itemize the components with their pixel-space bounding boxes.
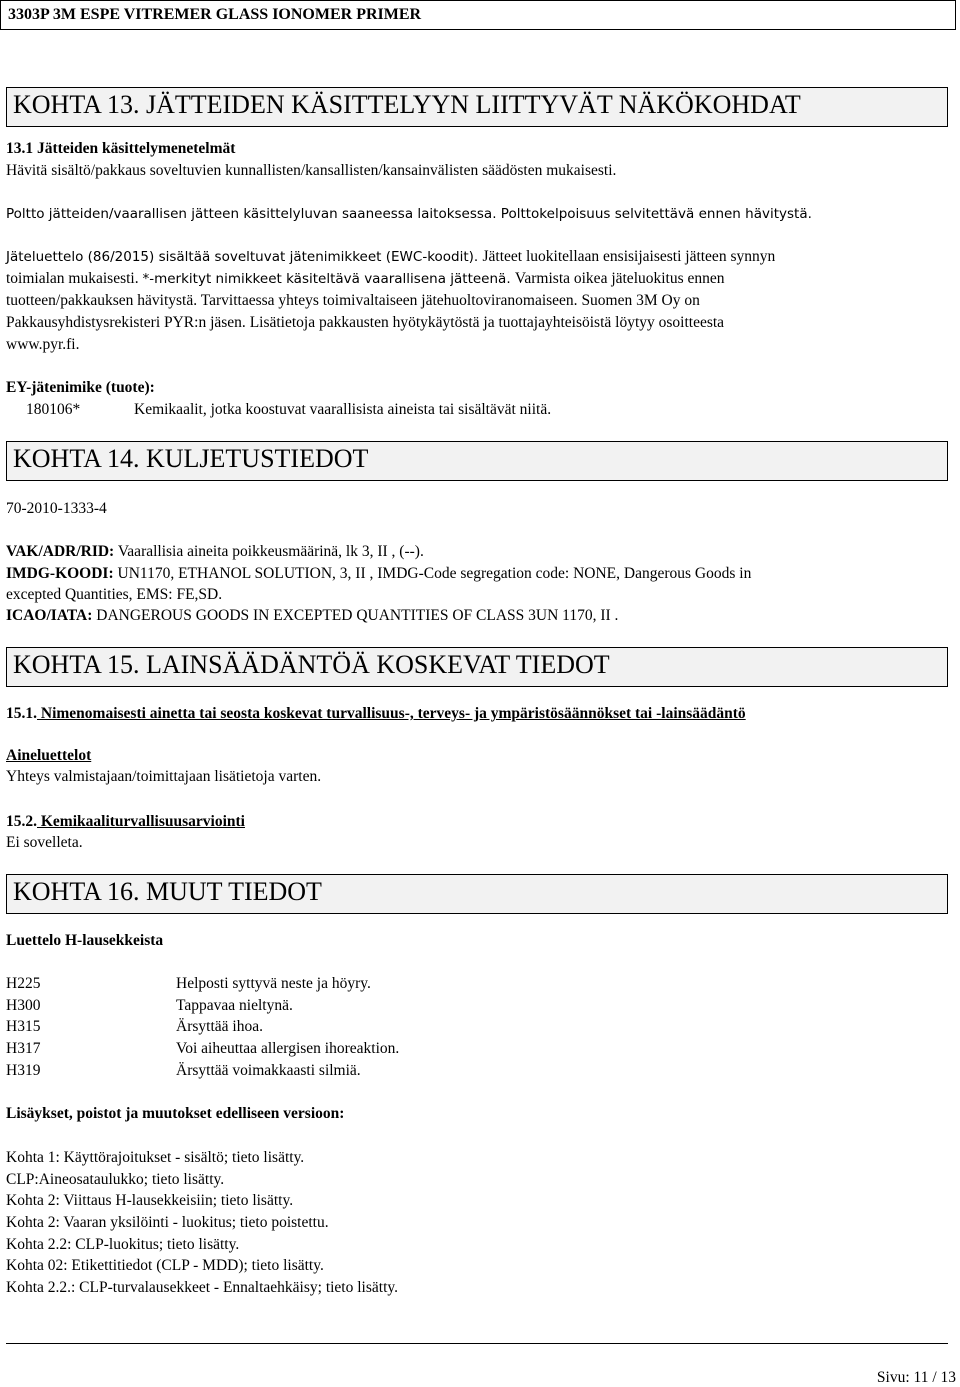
waste-list-text: Lisätietoja pakkausten hyötykäytöstä ja tuottajayhteisöistä löytyy osoitteesta <box>249 314 725 331</box>
change-item: Kohta 2.2.: CLP-turvalausekkeet - Ennaltaehkäisy; tieto lisätty. <box>6 1279 398 1296</box>
waste-list-text: toimialan mukaisesti. <box>6 270 143 287</box>
icao-iata-line <box>6 607 618 625</box>
waste-list-text: Tarvittaessa yhteys toimivaltaiseen jätehuoltoviranomaiseen. <box>200 292 582 309</box>
waste-list-text: Suomen 3M Oy on <box>581 292 700 309</box>
h-text: Tappavaa nieltynä. <box>176 997 293 1014</box>
icao-text: DANGEROUS GOODS IN EXCEPTED QUANTITIES OF CLASS 3UN 1170, II . <box>92 607 619 624</box>
h-code: H315 <box>6 1018 41 1035</box>
vak-text: Vaarallisia aineita poikkeusmäärinä, lk 3, II , (--). <box>114 543 424 560</box>
inventory-text: Yhteys valmistajaan/toimittajaan lisätietoja varten. <box>6 768 322 785</box>
change-item: Kohta 2.2: CLP-luokitus; tieto lisätty. <box>6 1236 240 1253</box>
imdg-label: IMDG-KOODI: <box>6 565 114 582</box>
subsection-15-2-text: Kemikaaliturvallisuusarviointi <box>37 813 245 830</box>
imdg-text: UN1170, ETHANOL SOLUTION, 3, II , IMDG-Code segregation code: NONE, Dangerous Goods in <box>113 565 752 582</box>
h-code: H319 <box>6 1062 41 1079</box>
ewc-code: 180106* <box>26 401 81 418</box>
waste-list-line-1 <box>6 248 775 266</box>
change-item: CLP:Aineosataulukko; tieto lisätty. <box>6 1171 225 1188</box>
subsection-15-1-heading <box>6 705 746 723</box>
h-code: H317 <box>6 1040 41 1057</box>
waste-list-line-2 <box>6 270 725 288</box>
vak-label: VAK/ADR/RID: <box>6 543 115 560</box>
h-text: Voi aiheuttaa allergisen ihoreaktion. <box>176 1040 400 1057</box>
imdg-line-2: excepted Quantities, EMS: FE,SD. <box>6 586 223 603</box>
h-statements-heading: Luettelo H-lausekkeista <box>6 932 164 949</box>
inventory-heading: Aineluettelot <box>6 747 92 764</box>
ewc-description: Kemikaalit, jotka koostuvat vaarallisista aineista tai sisältävät niitä. <box>134 401 552 418</box>
section-15-box <box>6 647 948 687</box>
section-14-box <box>6 441 948 481</box>
change-item: Kohta 2: Vaaran yksilöinti - luokitus; tieto poistettu. <box>6 1214 329 1231</box>
subsection-15-1-text: Nimenomaisesti ainetta tai seosta koskevat turvallisuus-, terveys- ja ympäristösäännökset tai -lainsäädäntö <box>37 705 746 722</box>
section-14-title: KOHTA 14. KULJETUSTIEDOT <box>13 444 369 473</box>
disposal-text-2: Poltto jätteiden/vaarallisen jätteen käsittelyluvan saaneessa laitoksessa. Polttokelpoisuus selvitettävä ennen hävitystä. <box>6 206 812 222</box>
footer-divider <box>6 1343 948 1344</box>
changes-heading: Lisäykset, poistot ja muutokset edelliseen versioon: <box>6 1105 345 1122</box>
ewc-heading: EY-jätenimike (tuote): <box>6 379 155 396</box>
icao-label: ICAO/IATA: <box>6 607 93 624</box>
h-code: H300 <box>6 997 41 1014</box>
section-15-title: KOHTA 15. LAINSÄÄDÄNTÖÄ KOSKEVAT TIEDOT <box>13 650 610 679</box>
section-13-title: KOHTA 13. JÄTTEIDEN KÄSITTELYYN LIITTYVÄT NÄKÖKOHDAT <box>13 90 801 119</box>
subsection-15-1-number: 15.1. <box>6 705 37 722</box>
waste-list-text: Jäteluettelo (86/2015) sisältää soveltuvat jätenimikkeet (EWC-koodit). <box>6 249 483 265</box>
waste-list-line-5: www.pyr.fi. <box>6 336 80 353</box>
section-13-box <box>6 87 948 127</box>
waste-list-text: Jätteet luokitellaan ensisijaisesti jätteen synnyn <box>482 248 776 265</box>
h-text: Ärsyttää voimakkaasti silmiä. <box>176 1062 361 1079</box>
waste-list-line-3 <box>6 292 700 310</box>
document-id: 70-2010-1333-4 <box>6 500 107 517</box>
document-header <box>0 0 956 30</box>
h-code: H225 <box>6 975 41 992</box>
subsection-15-2-heading <box>6 813 245 831</box>
waste-list-line-4 <box>6 314 724 332</box>
section-16-title: KOHTA 16. MUUT TIEDOT <box>13 877 322 906</box>
waste-list-text: *-merkityt nimikkeet käsiteltävä vaarallisena jätteenä. <box>142 271 515 287</box>
subsection-15-2-number: 15.2. <box>6 813 37 830</box>
section-16-box <box>6 874 948 914</box>
change-item: Kohta 02: Etikettitiedot (CLP - MDD); tieto lisätty. <box>6 1257 324 1274</box>
vak-adr-rid-line <box>6 543 424 561</box>
subsection-15-2-value: Ei sovelleta. <box>6 834 83 851</box>
document-title: 3303P 3M ESPE VITREMER GLASS IONOMER PRIMER <box>8 6 422 23</box>
h-text: Helposti syttyvä neste ja höyry. <box>176 975 371 992</box>
subsection-13-1-heading: 13.1 Jätteiden käsittelymenetelmät <box>6 140 236 157</box>
waste-list-text: Varmista oikea jäteluokitus ennen <box>514 270 725 287</box>
imdg-line-1 <box>6 565 751 583</box>
disposal-text-1: Hävitä sisältö/pakkaus soveltuvien kunnallisten/kansallisten/kansainvälisten säädösten mukaisesti. <box>6 162 617 179</box>
change-item: Kohta 1: Käyttörajoitukset - sisältö; tieto lisätty. <box>6 1149 305 1166</box>
h-text: Ärsyttää ihoa. <box>176 1018 263 1035</box>
waste-list-text: Pakkausyhdistysrekisteri PYR:n jäsen. <box>6 314 250 331</box>
page-number: Sivu: 11 / 13 <box>876 1369 956 1386</box>
waste-list-text: tuotteen/pakkauksen hävitystä. <box>6 292 201 309</box>
change-item: Kohta 2: Viittaus H-lausekkeisiin; tieto lisätty. <box>6 1192 294 1209</box>
